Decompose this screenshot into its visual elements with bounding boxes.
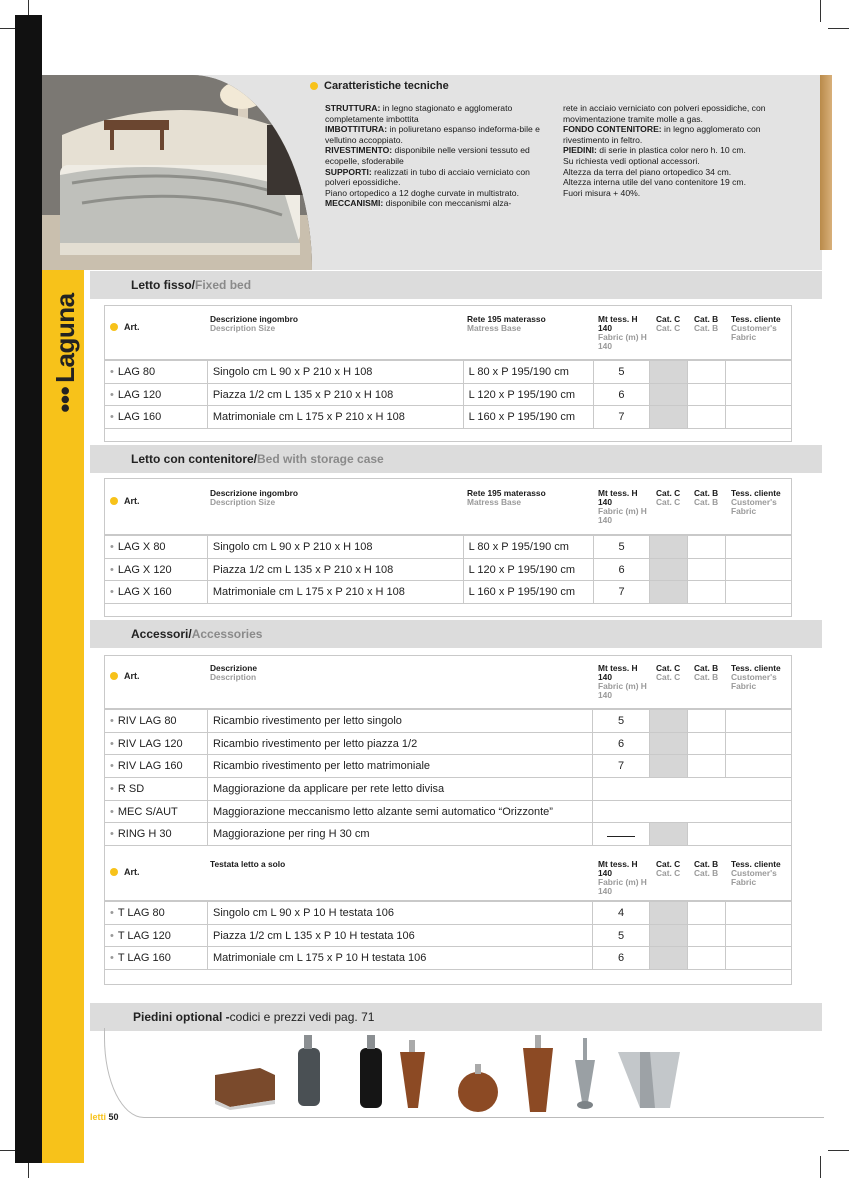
section-storage-bed: Letto con contenitore/ Bed with storage case	[90, 445, 822, 473]
cat-b-cell	[688, 823, 792, 846]
art-cell: • R SD	[105, 778, 208, 801]
desc-header: Descrizione Description	[210, 663, 258, 682]
rete-cell: L 120 x P 195/190 cm	[463, 558, 593, 581]
customer-fabric-cell	[726, 924, 792, 947]
accessory-row	[105, 755, 792, 778]
description-cell: Singolo cm L 90 x P 210 x H 108	[207, 536, 463, 559]
feature-line: Su richiesta vedi optional accessori.	[563, 155, 700, 166]
headboard-header-box	[104, 846, 792, 901]
storage-header-box	[104, 478, 792, 535]
cat-b-cell	[688, 536, 726, 559]
storage-footer-box	[104, 602, 792, 617]
customer-fabric-cell	[726, 710, 792, 733]
accessory-row	[105, 778, 792, 801]
storage-row	[105, 536, 792, 559]
headboard-footer-box	[104, 969, 792, 985]
fabric-meters-cell	[593, 823, 650, 846]
art-cell: • T LAG 120	[105, 924, 208, 947]
customer-fabric-cell	[726, 902, 792, 925]
cat-b-cell	[688, 710, 726, 733]
crop-mark	[820, 0, 821, 22]
feature-line: RIVESTIMENTO: disponibile nelle versioni tessuto ed ecopelle, sfoderabile	[325, 145, 530, 166]
bullet-icon: •	[110, 388, 114, 401]
desc-header: Descrizione ingombro Description Size	[210, 314, 298, 333]
tess-header: Tess. cliente Customer's Fabric	[731, 663, 781, 691]
feature-line: rete in acciaio verniciato con polveri epossidiche, con movimentazione tramite molle a gas.	[563, 103, 766, 124]
catc-header: Cat. C Cat. C	[656, 859, 681, 878]
section-fixed-bed: Letto fisso/ Fixed bed	[90, 271, 822, 299]
fixed-footer-box	[104, 428, 792, 442]
feature-line: Altezza interna utile del vano contenitore 19 cm.	[563, 177, 746, 188]
cat-b-cell	[688, 732, 726, 755]
mt-header: Mt tess. H 140 Fabric (m) H 140	[598, 314, 647, 351]
bullet-icon: •	[110, 563, 114, 576]
features-col-1	[325, 103, 553, 209]
cat-b-cell	[688, 755, 726, 778]
bullet-icon: •	[110, 365, 114, 378]
crop-mark	[828, 1150, 849, 1151]
tess-header: Tess. cliente Customer's Fabric	[731, 488, 781, 516]
art-cell: • LAG 160	[105, 406, 208, 429]
description-cell: Ricambio rivestimento per letto singolo	[208, 710, 593, 733]
rete-cell: L 80 x P 195/190 cm	[463, 361, 593, 384]
fabric-meters-cell: 5	[593, 361, 650, 384]
art-cell: • RIV LAG 120	[105, 732, 208, 755]
page-footer: letti 50	[90, 1112, 119, 1122]
customer-fabric-cell	[726, 558, 792, 581]
cat-c-cell	[650, 558, 688, 581]
customer-fabric-cell	[726, 947, 792, 970]
cat-c-cell	[650, 924, 688, 947]
feature-line: FONDO CONTENITORE: in legno agglomerato con rivestimento in feltro.	[563, 124, 761, 145]
bullet-icon: •	[110, 760, 114, 773]
description-cell: Singolo cm L 90 x P 210 x H 108	[207, 361, 463, 384]
art-cell: • RIV LAG 160	[105, 755, 208, 778]
description-cell: Maggiorazione per ring H 30 cm	[208, 823, 593, 846]
art-label: Art.	[110, 671, 140, 681]
bullet-icon: •	[110, 714, 114, 727]
rete-cell: L 80 x P 195/190 cm	[463, 536, 593, 559]
feature-line: Fuori misura + 40%.	[563, 187, 641, 198]
fixed-bed-table	[104, 360, 792, 429]
section-feet: Piedini optional - codici e prezzi vedi pag. 71	[90, 1003, 822, 1031]
description-cell: Matrimoniale cm L 175 x P 10 H testata 106	[208, 947, 593, 970]
bullet-icon: •	[110, 737, 114, 750]
feature-line: IMBOTTITURA: in poliuretano espanso indeforma-bile e vellutino accoppiato.	[325, 124, 540, 145]
bullet-icon: •	[110, 540, 114, 553]
customer-fabric-cell	[726, 536, 792, 559]
art-cell: • MEC S/AUT	[105, 800, 208, 823]
art-cell: • RING H 30	[105, 823, 208, 846]
cat-c-cell	[650, 406, 688, 429]
cat-c-cell	[650, 947, 688, 970]
fabric-meters-cell: 6	[593, 732, 650, 755]
cat-c-cell	[650, 361, 688, 384]
fabric-meters-cell: 5	[593, 710, 650, 733]
customer-fabric-cell	[726, 361, 792, 384]
art-cell: • RIV LAG 80	[105, 710, 208, 733]
art-label: Art.	[110, 322, 140, 332]
mt-header: Mt tess. H 140 Fabric (m) H 140	[598, 859, 647, 896]
description-cell: Piazza 1/2 cm L 135 x P 210 x H 108	[207, 383, 463, 406]
fabric-meters-cell: 6	[593, 383, 650, 406]
catc-header: Cat. C Cat. C	[656, 488, 681, 507]
cat-c-cell	[650, 581, 688, 604]
fixed-row	[105, 361, 792, 384]
cat-b-cell	[688, 947, 726, 970]
accessory-row	[105, 710, 792, 733]
cat-c-cell	[650, 755, 688, 778]
side-photo	[820, 75, 832, 250]
description-cell: Maggiorazione da applicare per rete letto divisa	[208, 778, 593, 801]
cat-c-cell	[650, 536, 688, 559]
cat-c-cell	[650, 823, 688, 846]
price-line	[607, 831, 635, 837]
left-black-bar	[15, 15, 42, 1163]
catb-header: Cat. B Cat. B	[694, 488, 719, 507]
feature-line: MECCANISMI: disponibile con meccanismi alza-	[325, 198, 512, 209]
side-title: ••• Laguna	[49, 293, 80, 413]
description-cell: Maggiorazione meccanismo letto alzante semi automatico “Orizzonte”	[208, 800, 593, 823]
description-cell: Matrimoniale cm L 175 x P 210 x H 108	[207, 581, 463, 604]
tess-header: Tess. cliente Customer's Fabric	[731, 859, 781, 887]
description-cell: Piazza 1/2 cm L 135 x P 210 x H 108	[207, 558, 463, 581]
feature-line: Piano ortopedico a 12 doghe curvate in multistrato.	[325, 187, 519, 198]
fabric-meters-cell: 6	[593, 558, 650, 581]
fixed-header-box	[104, 305, 792, 360]
accessory-row	[105, 823, 792, 846]
art-label: Art.	[110, 867, 140, 877]
cat-c-cell	[650, 383, 688, 406]
bullet-icon: •	[110, 828, 114, 841]
fixed-row	[105, 383, 792, 406]
headboard-row	[105, 924, 792, 947]
features-title: Caratteristiche tecniche	[310, 80, 449, 92]
rete-header: Rete 195 materasso Matress Base	[467, 314, 546, 333]
cat-b-cell	[688, 558, 726, 581]
art-cell: • LAG X 120	[105, 558, 208, 581]
bullet-dot-icon	[310, 82, 318, 90]
catc-header: Cat. C Cat. C	[656, 314, 681, 333]
fabric-meters-cell: 7	[593, 581, 650, 604]
customer-fabric-cell	[726, 755, 792, 778]
headboard-header: Testata letto a solo	[210, 859, 286, 869]
storage-bed-table	[104, 535, 792, 604]
art-cell: • LAG X 160	[105, 581, 208, 604]
cat-c-cell	[650, 902, 688, 925]
rete-cell: L 160 x P 195/190 cm	[463, 406, 593, 429]
art-cell: • T LAG 160	[105, 947, 208, 970]
cat-c-cell	[650, 732, 688, 755]
empty-cell	[593, 800, 792, 823]
bullet-icon: •	[110, 805, 114, 818]
fabric-meters-cell: 6	[593, 947, 650, 970]
accessory-row	[105, 732, 792, 755]
bullet-icon: •	[110, 782, 114, 795]
art-cell: • T LAG 80	[105, 902, 208, 925]
feature-line: Altezza da terra del piano ortopedico 34 cm.	[563, 166, 732, 177]
crop-mark	[820, 1156, 821, 1178]
feature-line: SUPPORTI: realizzati in tubo di acciaio verniciato con polveri epossidiche.	[325, 166, 530, 188]
customer-fabric-cell	[726, 383, 792, 406]
bullet-icon: •	[110, 411, 114, 424]
cat-b-cell	[688, 581, 726, 604]
mt-header: Mt tess. H 140 Fabric (m) H 140	[598, 488, 647, 525]
art-label: Art.	[110, 496, 140, 506]
headboard-table	[104, 901, 792, 970]
feature-line: PIEDINI: di serie in plastica color nero h. 10 cm.	[563, 145, 746, 156]
rete-cell: L 120 x P 195/190 cm	[463, 383, 593, 406]
accessory-row	[105, 800, 792, 823]
features-col-2	[563, 103, 803, 198]
catb-header: Cat. B Cat. B	[694, 859, 719, 878]
cat-b-cell	[688, 361, 726, 384]
customer-fabric-cell	[726, 406, 792, 429]
storage-row	[105, 558, 792, 581]
tess-header: Tess. cliente Customer's Fabric	[731, 314, 781, 342]
headboard-row	[105, 947, 792, 970]
customer-fabric-cell	[726, 581, 792, 604]
fabric-meters-cell: 4	[593, 902, 650, 925]
description-cell: Singolo cm L 90 x P 10 H testata 106	[208, 902, 593, 925]
feature-line: STRUTTURA: in legno stagionato e agglomerato completamente imbottita	[325, 103, 513, 124]
headboard-row	[105, 902, 792, 925]
art-cell: • LAG X 80	[105, 536, 208, 559]
fabric-meters-cell: 5	[593, 924, 650, 947]
rete-header: Rete 195 materasso Matress Base	[467, 488, 546, 507]
description-cell: Matrimoniale cm L 175 x P 210 x H 108	[207, 406, 463, 429]
mt-header: Mt tess. H 140 Fabric (m) H 140	[598, 663, 647, 700]
cat-b-cell	[688, 406, 726, 429]
crop-mark	[828, 28, 849, 29]
acc-header-box	[104, 655, 792, 709]
fabric-meters-cell: 7	[593, 406, 650, 429]
description-cell: Ricambio rivestimento per letto matrimoniale	[208, 755, 593, 778]
accessories-table	[104, 709, 792, 846]
art-cell: • LAG 120	[105, 383, 208, 406]
bullet-icon: •	[110, 929, 114, 942]
bullet-icon: •	[110, 586, 114, 599]
cat-b-cell	[688, 924, 726, 947]
side-title-text: Laguna	[49, 293, 80, 383]
rete-cell: L 160 x P 195/190 cm	[463, 581, 593, 604]
catb-header: Cat. B Cat. B	[694, 314, 719, 333]
bullet-icon: •	[110, 952, 114, 965]
fixed-row	[105, 406, 792, 429]
fabric-meters-cell: 5	[593, 536, 650, 559]
art-cell: • LAG 80	[105, 361, 208, 384]
catb-header: Cat. B Cat. B	[694, 663, 719, 682]
bullet-icon: •	[110, 906, 114, 919]
cat-c-cell	[650, 710, 688, 733]
desc-header: Descrizione ingombro Description Size	[210, 488, 298, 507]
cat-b-cell	[688, 383, 726, 406]
cat-b-cell	[688, 902, 726, 925]
description-cell: Ricambio rivestimento per letto piazza 1/2	[208, 732, 593, 755]
section-accessories: Accessori/ Accessories	[90, 620, 822, 648]
empty-cell	[593, 778, 792, 801]
catc-header: Cat. C Cat. C	[656, 663, 681, 682]
page-number: 50	[108, 1112, 119, 1122]
fabric-meters-cell: 7	[593, 755, 650, 778]
storage-row	[105, 581, 792, 604]
customer-fabric-cell	[726, 732, 792, 755]
feet-images	[210, 1030, 690, 1115]
description-cell: Piazza 1/2 cm L 135 x P 10 H testata 106	[208, 924, 593, 947]
